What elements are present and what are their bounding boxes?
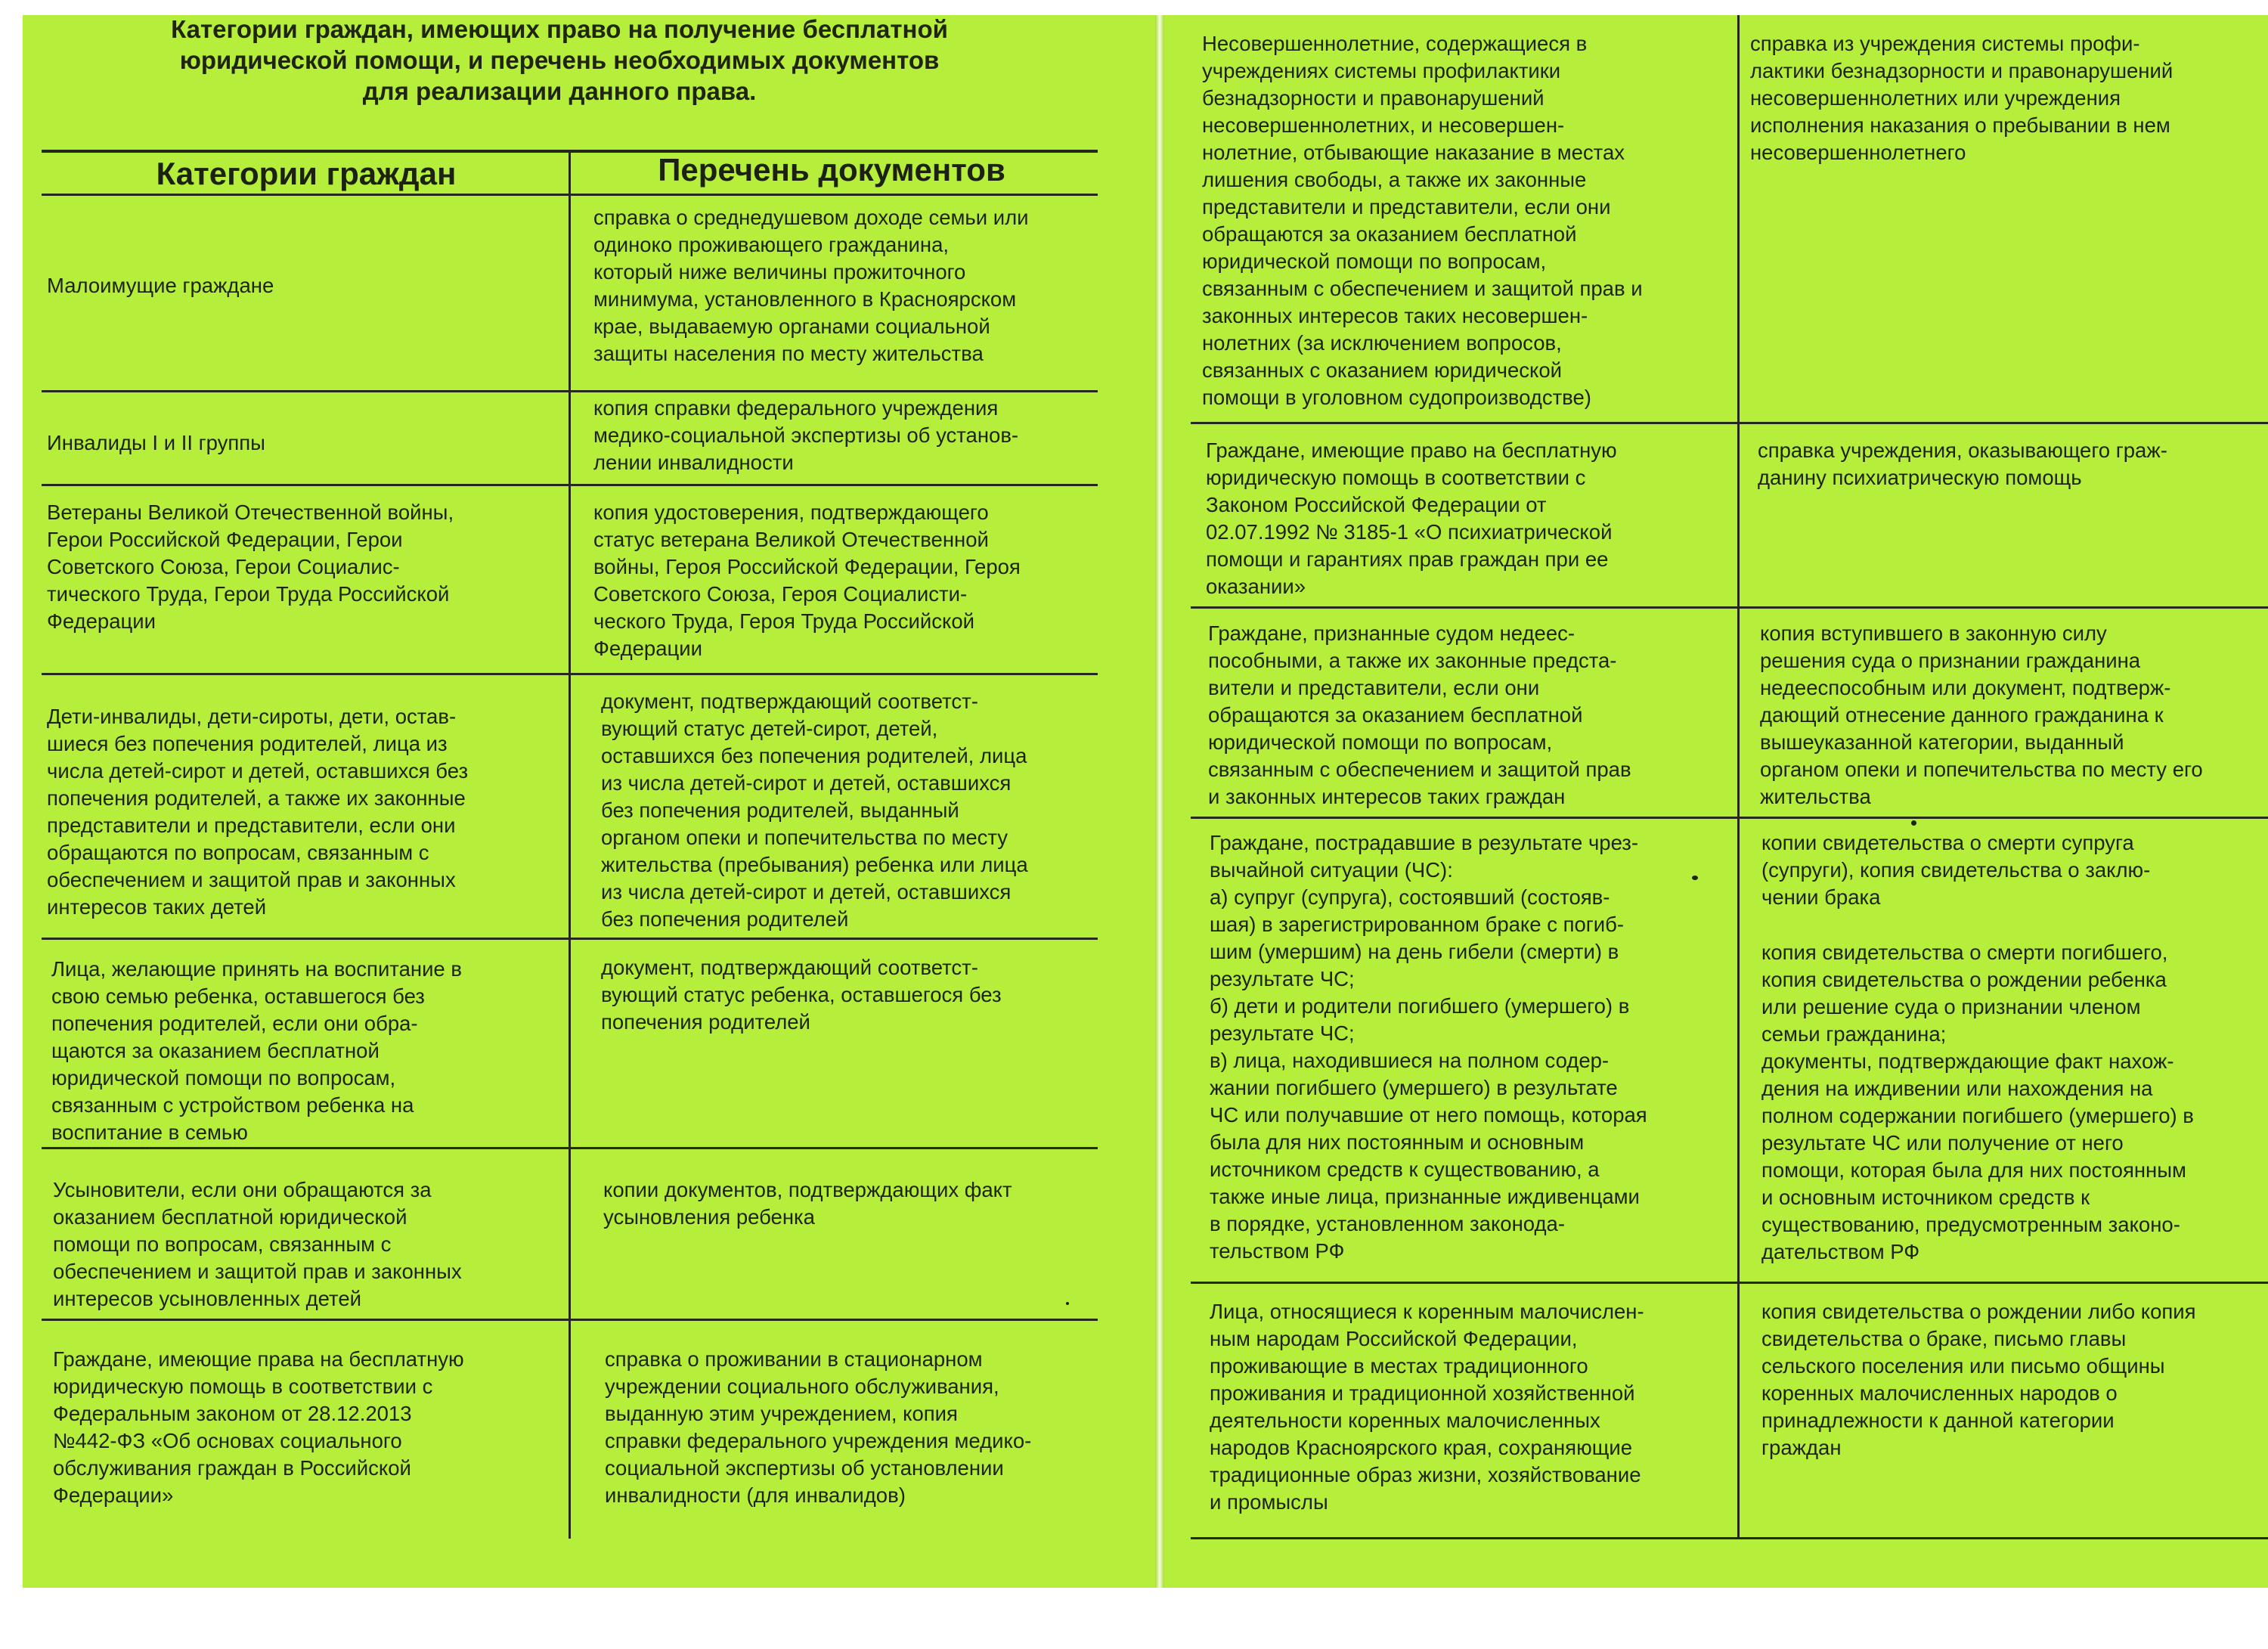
document-title: Категории граждан, имеющих право на получение бесплатной юридической помощи, и перечень необходимых документов для реализации данного права. [171, 15, 948, 105]
documents-cell: копия вступившего в законную силу решения суда о признании гражданина недееспособным или документ, подтверж- дающий отнесение данного гражданина к вышеуказанной категории, выданный органом опеки и попечительства по месту его жительства [1760, 621, 2203, 808]
category-cell: Граждане, признанные судом недеес- пособными, а также их законные предста- вители и представители, если они обращаются за оказанием бесплатной юридической помощи по вопросам, связанным с обеспечением и защитой прав и законных интересов таких граждан [1208, 621, 1631, 808]
documents-cell: справка учреждения, оказывающего граж- данину психиатрическую помощь [1758, 439, 2167, 489]
scan-speck [1692, 876, 1698, 880]
documents-cell: копия свидетельства о рождении либо копия свидетельства о браке, письмо главы сельского поселения или письмо общины коренных малочисленных народов о принадлежности к данной категории граждан [1761, 1300, 2196, 1459]
category-cell: Граждане, имеющие право на бесплатную юридическую помощь в соответствии с Законом Российской Федерации от 02.07.1992 № 3185-1 «О психиатрической помощи и гарантиях прав граждан при ее оказании» [1206, 439, 1617, 598]
scan-speck [1066, 1302, 1069, 1305]
category-cell: Ветераны Великой Отечественной войны, Герои Российской Федерации, Герои Советского Союза, Герои Социалис- тического Труда, Герои Труда Российской Федерации [47, 501, 454, 633]
documents-cell: документ, подтверждающий соответст- вующий статус детей-сирот, детей, оставшихся без попечения родителей, лица из числа детей-сирот и детей, оставшихся без попечения родителей, выданный органом опеки и попечительства по месту жительства (пребывания) ребенка или лица из числа детей-сирот и детей, оставшихся без попечения родителей [601, 690, 1028, 931]
documents-cell: документ, подтверждающий соответст- вующий статус ребенка, оставшегося без попечения родителей [601, 956, 1002, 1034]
category-cell: Несовершеннолетние, содержащиеся в учреждениях системы профилактики безнадзорности и правонарушений несовершеннолетних, и несовершен- нолетние, отбывающие наказание в местах лишения свободы, а также их законные представители и представители, если они обращаются за оказанием бесплатной юридической помощи по вопросам, связанным с обеспечением и защитой прав и законных интересов таких несовершен- нолетних (за исключением вопросов, связанных с оказанием юридической помощи в уголовном судопроизводстве) [1202, 32, 1643, 409]
documents-cell: копии документов, подтверждающих факт усыновления ребенка [603, 1178, 1012, 1229]
documents-cell: справка о проживании в стационарном учреждении социального обслуживания, выданную этим учреждением, копия справки федерального учреждения медико- социальной экспертизы об установлении инвалидности (для инвалидов) [605, 1347, 1032, 1507]
documents-cell: справка о среднедушевом доходе семьи или одиноко проживающего гражданина, который ниже величины прожиточного минимума, установленного в Красноярском крае, выдаваемую органами социальной защиты населения по месту жительства [593, 206, 1029, 365]
documents-cell: копии свидетельства о смерти супруга (супруги), копия свидетельства о заклю- чении брака [1761, 831, 2151, 909]
header-documents: Перечень документов [658, 152, 1005, 188]
category-cell: Лица, желающие принять на воспитание в свою семью ребенка, оставшегося без попечения родителей, если они обра- щаются за оказанием бесплатной юридической помощи по вопросам, связанным с устройством ребенка на воспитание в семью [51, 957, 462, 1144]
category-cell: Граждане, имеющие права на бесплатную юридическую помощь в соответствии с Федеральным законом от 28.12.2013 №442-ФЗ «Об основах социального обслуживания граждан в Российской Федерации» [53, 1347, 464, 1507]
scan-speck [1911, 820, 1916, 826]
documents-cell: копия удостоверения, подтверждающего статус ветерана Великой Отечественной войны, Героя Российской Федерации, Героя Советского Союза, Героя Социалисти- ческого Труда, Героя Труда Российской Федерации [593, 501, 1021, 660]
category-cell: Инвалиды I и II группы [47, 431, 265, 454]
category-cell: Малоимущие граждане [47, 274, 274, 297]
header-categories: Категории граждан [156, 156, 457, 191]
category-cell: Лица, относящиеся к коренным малочислен- ным народам Российской Федерации, проживающие в местах традиционного проживания и традиционной хозяйственной деятельности коренных малочисленных народов Красноярского края, сохраняющие традиционные образ жизни, хозяйствование и промыслы [1210, 1300, 1644, 1514]
documents-cell: копия справки федерального учреждения медико-социальной экспертизы об установ- лении инвалидности [593, 396, 1019, 474]
category-cell: Дети-инвалиды, дети-сироты, дети, остав- шиеся без попечения родителей, лица из числа детей-сирот и детей, оставшихся без попечения родителей, а также их законные представители и представители, если они обращаются по вопросам, связанным с обеспечением и защитой прав и законных интересов таких детей [47, 705, 469, 919]
page-fold [1155, 15, 1164, 1588]
category-cell: Усыновители, если они обращаются за оказанием бесплатной юридической помощи по вопросам, связанным с обеспечением и защитой прав и законных интересов усыновленных детей [53, 1178, 462, 1310]
category-cell: Граждане, пострадавшие в результате чрез- вычайной ситуации (ЧС): а) супруг (супруга), состоявший (состояв- шая) в зарегистрированном браке с погиб- шим (умершим) на день гибели (смерти) в результате ЧС; б) дети и родители погибшего (умершего) в результате ЧС; в) лица, находившиеся на полном содер- жании погибшего (умершего) в результате ЧС или получавшие от него помощь, которая была для них постоянным и основным источником средств к существованию, а также иные лица, признанные иждивенцами в порядке, установленном законода- тельством РФ [1210, 831, 1647, 1263]
documents-cell: справка из учреждения системы профи- лактики безнадзорности и правонарушений несовершеннолетних или учреждения исполнения наказания о пребывании в нем несовершеннолетнего [1750, 32, 2174, 164]
documents-cell: копия свидетельства о смерти погибшего, копия свидетельства о рождении ребенка или решение суда о признании членом семьи гражданина; документы, подтверждающие факт нахож- дения на иждивении или нахождения на полном содержании погибшего (умершего) в результате ЧС или получение от него помощи, которая была для них постоянным и основным источником средств к существованию, предусмотренным законо- дательством РФ [1761, 941, 2194, 1263]
